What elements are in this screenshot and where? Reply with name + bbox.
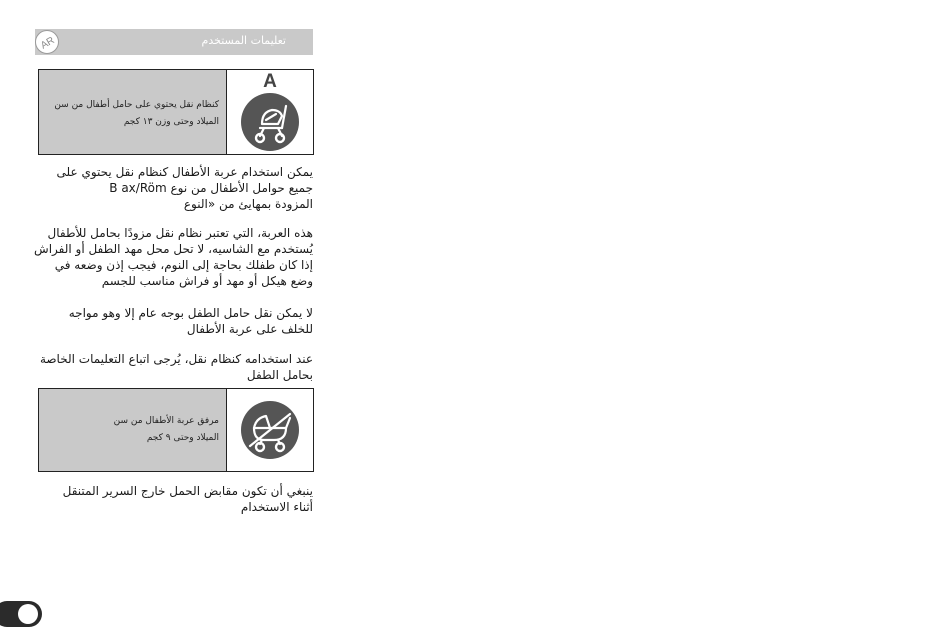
paragraph-5-line2: أثناء الاستخدام bbox=[240, 500, 313, 514]
info-box-b bbox=[38, 388, 314, 472]
paragraph-follow-instructions bbox=[23, 351, 313, 383]
info-box-a bbox=[38, 69, 314, 155]
info-box-b-text bbox=[114, 413, 219, 447]
info-box-a-line2: الميلاد وحتى وزن ١٣ كجم bbox=[123, 117, 219, 127]
paragraph-2-line3: إذا كان طفلك بحاجة إلى النوم، فيجب إذن وضعه في bbox=[54, 258, 313, 272]
paragraph-carry-handles bbox=[23, 483, 313, 515]
paragraph-2-line1: هذه العربة، التي تعتبر نظام نقل مزودًا بحامل للأطفال bbox=[47, 226, 313, 240]
header-bar bbox=[35, 29, 313, 55]
info-box-a-text bbox=[54, 97, 219, 131]
paragraph-1-line1: يمكن استخدام عربة الأطفال كنظام نقل يحتوي على bbox=[56, 165, 313, 179]
language-code: AR bbox=[38, 35, 57, 52]
paragraph-3-line2: للخلف على عربة الأطفال bbox=[186, 322, 313, 336]
paragraph-4-line1: عند استخدامه كنظام نقل، يُرجى اتباع التعليمات الخاصة bbox=[39, 352, 313, 366]
paragraph-travel-system bbox=[23, 164, 313, 212]
paragraph-1-line2: جميع حوامل الأطفال من نوع B ax/Röm bbox=[109, 181, 313, 195]
info-box-b-icon-cell bbox=[226, 389, 313, 471]
language-badge-icon bbox=[34, 29, 60, 55]
info-box-a-line1: كنظام نقل يحتوي على حامل أطفال من سن bbox=[54, 100, 219, 110]
info-box-b-line1: مرفق عربة الأطفال من سن bbox=[113, 416, 219, 426]
paragraph-2-line4: وضع هيكل أو مهد أو فراش مناسب للجسم bbox=[101, 274, 313, 288]
header-title: تعليمات المستخدم bbox=[201, 34, 286, 47]
variant-letter: A bbox=[263, 71, 277, 92]
paragraph-sleep-warning bbox=[23, 225, 313, 289]
paragraph-2-line2: يُستخدم مع الشاسيه، لا تحل محل مهد الطفل أو الفراش bbox=[34, 242, 313, 256]
car-seat-on-stroller-icon bbox=[240, 92, 300, 152]
page-tab-marker bbox=[0, 601, 42, 627]
paragraph-5-line1: ينبغي أن تكون مقابض الحمل خارج السرير المتنقل bbox=[62, 484, 313, 498]
paragraph-4-line2: بحامل الطفل bbox=[246, 368, 313, 382]
paragraph-1-line3: المزودة بمهايئ من «النوع bbox=[183, 197, 313, 211]
paragraph-rear-facing bbox=[23, 305, 313, 337]
info-box-b-line2: الميلاد وحتى ٩ كجم bbox=[146, 433, 219, 443]
paragraph-3-line1: لا يمكن نقل حامل الطفل بوجه عام إلا وهو مواجه bbox=[68, 306, 313, 320]
no-stroller-attachment-icon bbox=[240, 400, 300, 460]
info-box-a-icon-cell bbox=[226, 70, 313, 154]
